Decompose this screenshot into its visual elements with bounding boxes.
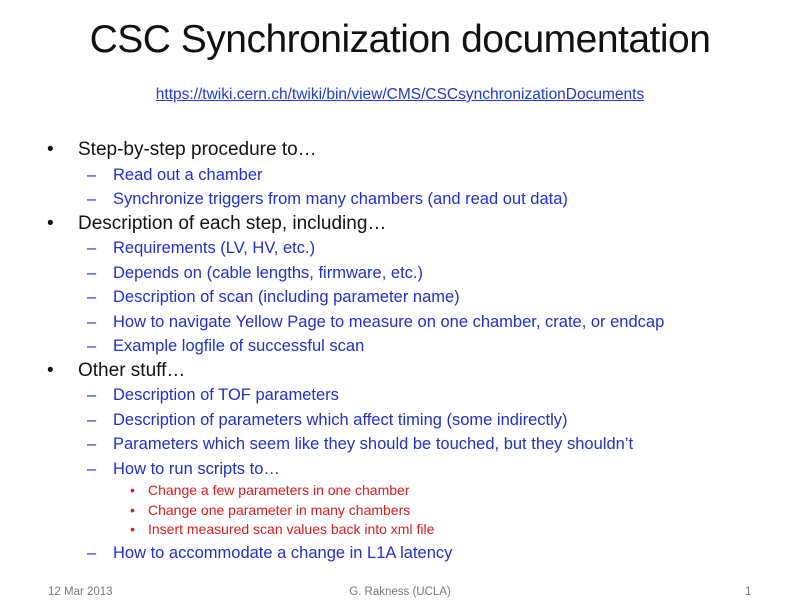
sub-bullet-item [87, 288, 460, 307]
sub-bullet-item [87, 239, 315, 258]
red-dot-icon: • [130, 482, 135, 498]
dash-icon: – [87, 190, 97, 208]
sub-bullet-item [87, 460, 280, 479]
sub-bullet-item [87, 544, 452, 563]
bullet-item [47, 213, 386, 235]
sub-bullet-item [87, 313, 664, 332]
sub-sub-bullet-item [130, 521, 434, 537]
sub-sub-bullet-text: Change a few parameters in one chamber [148, 482, 410, 498]
sub-sub-bullet-text: Insert measured scan values back into xml file [148, 521, 435, 537]
bullet-item [47, 139, 317, 161]
bullet-text: Description of each step, including… [78, 212, 387, 234]
sub-bullet-item [87, 337, 364, 356]
bullet-dot-icon: • [47, 139, 54, 160]
twiki-link[interactable]: https://twiki.cern.ch/twiki/bin/view/CMS/CSCsynchronizationDocuments [155, 86, 645, 103]
dash-icon: – [87, 165, 97, 184]
slide-title: CSC Synchronization documentation [89, 18, 711, 61]
dash-icon: – [87, 337, 97, 355]
sub-bullet-text: Read out a chamber [113, 165, 263, 184]
dash-icon: – [87, 459, 97, 478]
sub-bullet-text: How to navigate Yellow Page to measure on one chamber, crate, or endcap [113, 312, 665, 331]
sub-bullet-text: Synchronize triggers from many chambers (and read out data) [113, 190, 568, 208]
dash-icon: – [87, 312, 97, 331]
dash-icon: – [87, 544, 97, 562]
sub-bullet-item [87, 190, 568, 209]
sub-bullet-text: Description of TOF parameters [113, 386, 339, 404]
sub-bullet-item [87, 411, 568, 430]
bullet-text: Step-by-step procedure to… [78, 139, 317, 160]
sub-bullet-text: Parameters which seem like they should be touched, but they shouldn’t [113, 435, 634, 453]
bullet-text: Other stuff… [78, 359, 186, 381]
dash-icon: – [87, 263, 97, 282]
sub-sub-bullet-text: Change one parameter in many chambers [148, 501, 411, 518]
red-dot-icon: • [130, 501, 135, 518]
sub-bullet-item [87, 264, 423, 283]
bullet-dot-icon: • [47, 212, 54, 234]
dash-icon: – [87, 410, 97, 429]
sub-bullet-text: Example logfile of successful scan [113, 337, 365, 355]
sub-bullet-text: How to run scripts to… [113, 459, 280, 478]
sub-bullet-item [87, 166, 263, 185]
dash-icon: – [87, 288, 97, 306]
footer-date: 12 Mar 2013 [48, 586, 113, 598]
sub-bullet-item [87, 386, 339, 405]
footer-page-number: 1 [745, 586, 752, 598]
bullet-item [47, 360, 185, 382]
sub-sub-bullet-item [130, 482, 409, 498]
sub-bullet-text: Description of parameters which affect timing (some indirectly) [113, 410, 568, 429]
bullet-dot-icon: • [47, 359, 54, 381]
dash-icon: – [87, 239, 97, 257]
sub-bullet-text: Description of scan (including parameter name) [113, 288, 460, 306]
red-dot-icon: • [130, 521, 135, 537]
sub-bullet-item [87, 435, 633, 454]
sub-bullet-text: Depends on (cable lengths, firmware, etc.) [113, 263, 423, 282]
sub-sub-bullet-item [130, 502, 410, 518]
dash-icon: – [87, 386, 97, 404]
dash-icon: – [87, 435, 97, 453]
footer-author: G. Rakness (UCLA) [349, 586, 451, 598]
sub-bullet-text: Requirements (LV, HV, etc.) [113, 239, 316, 257]
sub-bullet-text: How to accommodate a change in L1A latency [113, 544, 453, 562]
